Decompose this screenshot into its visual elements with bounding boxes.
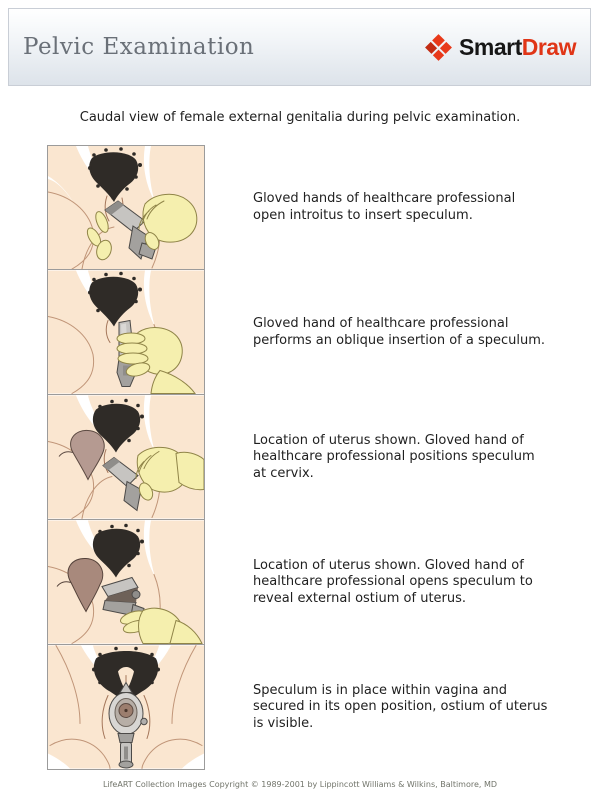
step-illustration-frame (47, 645, 205, 770)
step-illustration-frame (47, 145, 205, 270)
step-row (47, 270, 577, 395)
step-row (47, 645, 577, 770)
steps-list (47, 145, 577, 770)
step-caption: Gloved hands of healthcare professional open introitus to insert speculum. (253, 191, 516, 223)
step-caption: Gloved hand of healthcare professional performs an oblique insertion of a speculum. (253, 316, 546, 348)
illustration-speculum-opened (48, 520, 204, 644)
smartdraw-logo-text (459, 34, 576, 61)
page-title: Pelvic Examination (23, 34, 255, 60)
logo-word-smart: Smart (459, 33, 522, 60)
step-row (47, 145, 577, 270)
step-illustration-frame (47, 520, 205, 645)
step-caption: Speculum is in place within vagina and secured in its open position, ostium of uterus is visible. (253, 682, 548, 731)
step-row (47, 520, 577, 645)
illustration-oblique-insertion (48, 270, 204, 394)
step-row (47, 395, 577, 520)
step-caption: Location of uterus shown. Gloved hand of healthcare professional positions speculum at cervix. (253, 432, 535, 481)
logo-word-draw: Draw (521, 33, 576, 60)
title-bar (8, 8, 591, 86)
step-illustration-frame (47, 270, 205, 395)
illustration-hands-open-introitus (48, 146, 204, 269)
smartdraw-diamond-icon (425, 34, 452, 61)
step-illustration-frame (47, 395, 205, 520)
illustration-speculum-secured-open (48, 645, 204, 769)
copyright-footer: LifeART Collection Images Copyright © 1989-2001 by Lippincott Williams & Wilkins, Baltimore, MD (102, 780, 498, 789)
diagram-subtitle: Caudal view of female external genitalia during pelvic examination. (79, 110, 521, 125)
illustration-speculum-at-cervix (48, 395, 204, 519)
smartdraw-logo (429, 34, 576, 61)
step-caption: Location of uterus shown. Gloved hand of healthcare professional opens speculum to reveal external ostium of uterus. (253, 557, 533, 606)
